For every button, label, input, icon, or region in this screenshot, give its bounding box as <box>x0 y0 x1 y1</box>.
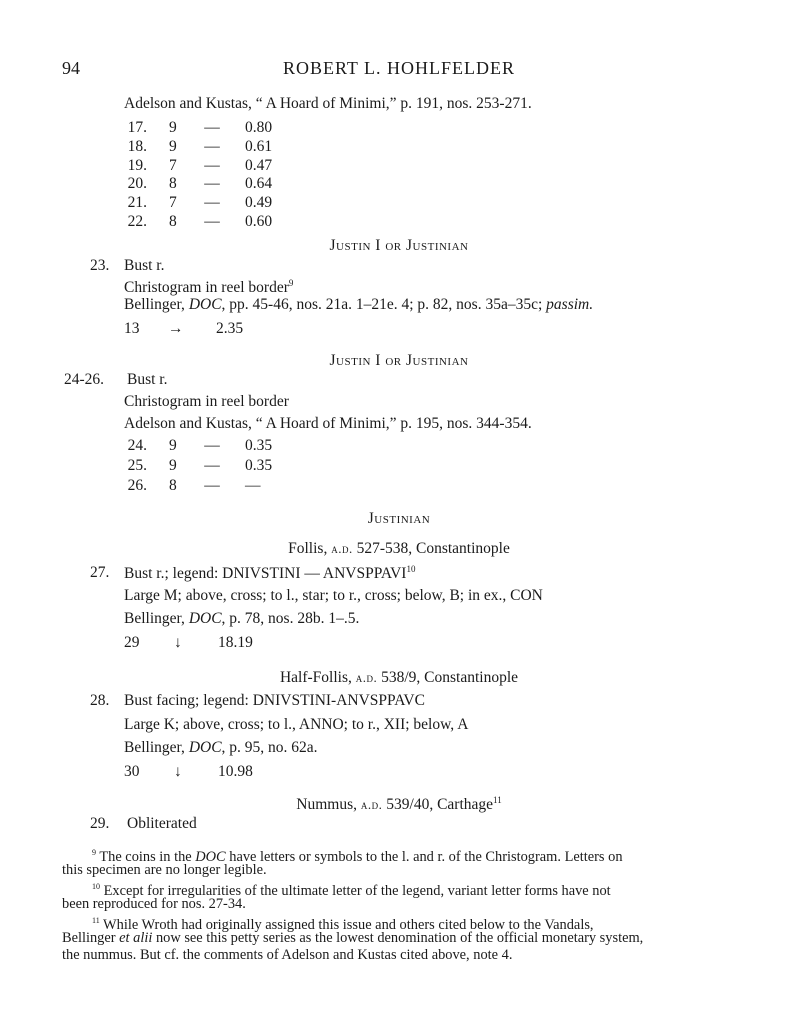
footnote-11-line-3: the nummus. But cf. the comments of Adelson and Kustas cited above, note 4. <box>62 947 513 963</box>
table-row <box>117 437 317 455</box>
table-cell: — <box>204 156 220 174</box>
intro-reference: Adelson and Kustas, “ A Hoard of Minimi,” p. 191, nos. 253-271. <box>124 95 532 112</box>
denomination-subheading: Nummus, a.d. 539/40, Carthage$^{11}$ <box>296 795 502 814</box>
table-cell: 25. <box>127 457 147 474</box>
table-cell: — <box>204 477 220 494</box>
table-cell: — <box>204 119 220 136</box>
table-cell: 0.60 <box>245 213 273 230</box>
table-cell: 0.64 <box>245 175 273 193</box>
bibliographic-reference: Bellinger, DOC, p. 78, nos. 28b. 1–.5. <box>124 610 360 627</box>
table-row <box>117 157 317 175</box>
table-cell: — <box>204 194 220 212</box>
running-head: ROBERT L. HOHLFELDER <box>282 58 516 78</box>
entry-number: 24-26. <box>64 371 105 388</box>
table-cell: 8 <box>169 477 177 494</box>
coin-data: 29 ↓ 18.19 <box>124 634 253 651</box>
table-cell: 8 <box>169 175 177 193</box>
table-cell: 24. <box>127 437 147 454</box>
table-cell: 21. <box>127 194 147 212</box>
table-cell: — <box>204 213 220 230</box>
entry-text: Obliterated <box>127 815 197 832</box>
obverse-description: Bust r. <box>124 257 165 274</box>
entry-number: 23. <box>90 257 110 274</box>
table-row <box>117 194 317 212</box>
table-cell: — <box>204 437 220 454</box>
table-cell: 0.35 <box>245 457 273 474</box>
table-cell: — <box>204 137 220 155</box>
footnote-9-line-2: this specimen are no longer legible. <box>62 862 267 878</box>
reverse-description: Christogram in reel border$^9$ <box>124 278 294 297</box>
table-row <box>117 119 317 137</box>
table-cell: — <box>245 477 261 494</box>
table-cell: 9 <box>169 457 177 474</box>
table-cell: 7 <box>169 156 177 174</box>
bibliographic-reference: Adelson and Kustas, “ A Hoard of Minimi,” p. 195, nos. 344-354. <box>124 415 532 432</box>
table-row <box>117 138 317 156</box>
coin-data: 13 → 2.35 <box>124 320 244 337</box>
table-cell: — <box>204 175 220 193</box>
table-row <box>117 213 317 231</box>
coin-data: 30 ↓ 10.98 <box>124 763 253 780</box>
obverse-description: Bust r.; legend: DNIVSTINI — ANVSPPAVI$^{10}$ <box>124 564 416 583</box>
footnote-ref: 11 <box>493 795 502 805</box>
reverse-description: Christogram in reel border <box>124 393 289 410</box>
reverse-description: Large K; above, cross; to l., ANNO; to r., XII; below, A <box>124 716 469 733</box>
table-cell: 0.61 <box>245 137 273 155</box>
table-row <box>117 477 317 495</box>
footnote-10: $^{10}$ Except for irregularities of the ultimate letter of the legend, variant letter forms have not <box>92 882 611 899</box>
footnote-11: $^{11}$ While Wroth had originally assigned this issue and others cited below to the Vandals, <box>92 916 594 933</box>
section-heading-justinian: Justinian <box>367 510 431 527</box>
footnote-10-line-2: been reproduced for nos. 27-34. <box>62 896 246 912</box>
page-number: 94 <box>62 58 80 78</box>
table-cell: 26. <box>127 477 147 494</box>
table-cell: 19. <box>127 156 147 174</box>
table-row <box>117 175 317 193</box>
bibliographic-reference: Bellinger, DOC, pp. 45-46, nos. 21a. 1–21e. 4; p. 82, nos. 35a–35c; passim. <box>124 296 594 313</box>
entry-number: 27. <box>90 564 110 581</box>
table-cell: 9 <box>169 119 177 136</box>
table-cell: 7 <box>169 194 177 212</box>
table-row <box>117 457 317 475</box>
entry-number: 29. <box>90 815 110 832</box>
reverse-description: Large M; above, cross; to l., star; to r., cross; below, B; in ex., CON <box>124 587 543 604</box>
bibliographic-reference: Bellinger, DOC, p. 95, no. 62a. <box>124 739 318 756</box>
footnote-11-line-2: Bellinger et alii now see this petty series as the lowest denomination of the official monetary system, <box>62 930 644 946</box>
table-cell: 0.49 <box>245 194 273 212</box>
table-cell: 9 <box>169 137 177 155</box>
section-heading-justin-2: Justin I or Justinian <box>329 352 469 369</box>
section-heading-justin-1: Justin I or Justinian <box>329 237 469 254</box>
table-cell: 18. <box>127 137 147 155</box>
denomination-subheading: Half-Follis, a.d. 538/9, Constantinople <box>279 669 519 686</box>
footnote-9: $^9$ The coins in the DOC have letters or symbols to the l. and r. of the Christogram. Letters on <box>92 848 623 865</box>
table-cell: 9 <box>169 437 177 454</box>
footnote-ref: 10 <box>406 564 416 574</box>
obverse-description: Bust r. <box>127 371 168 388</box>
denomination-subheading: Follis, a.d. 527-538, Constantinople <box>288 540 510 557</box>
table-cell: 20. <box>127 175 147 193</box>
table-cell: 0.47 <box>245 156 273 174</box>
table-cell: — <box>204 457 220 474</box>
table-cell: 8 <box>169 213 177 230</box>
table-cell: 0.35 <box>245 437 273 454</box>
table-cell: 17. <box>127 119 147 136</box>
obverse-description: Bust facing; legend: DNIVSTINI-ANVSPPAVC <box>124 692 425 709</box>
table-cell: 0.80 <box>245 119 273 136</box>
footnote-ref: 9 <box>288 278 294 288</box>
table-cell: 22. <box>127 213 147 230</box>
entry-number: 28. <box>90 692 110 709</box>
